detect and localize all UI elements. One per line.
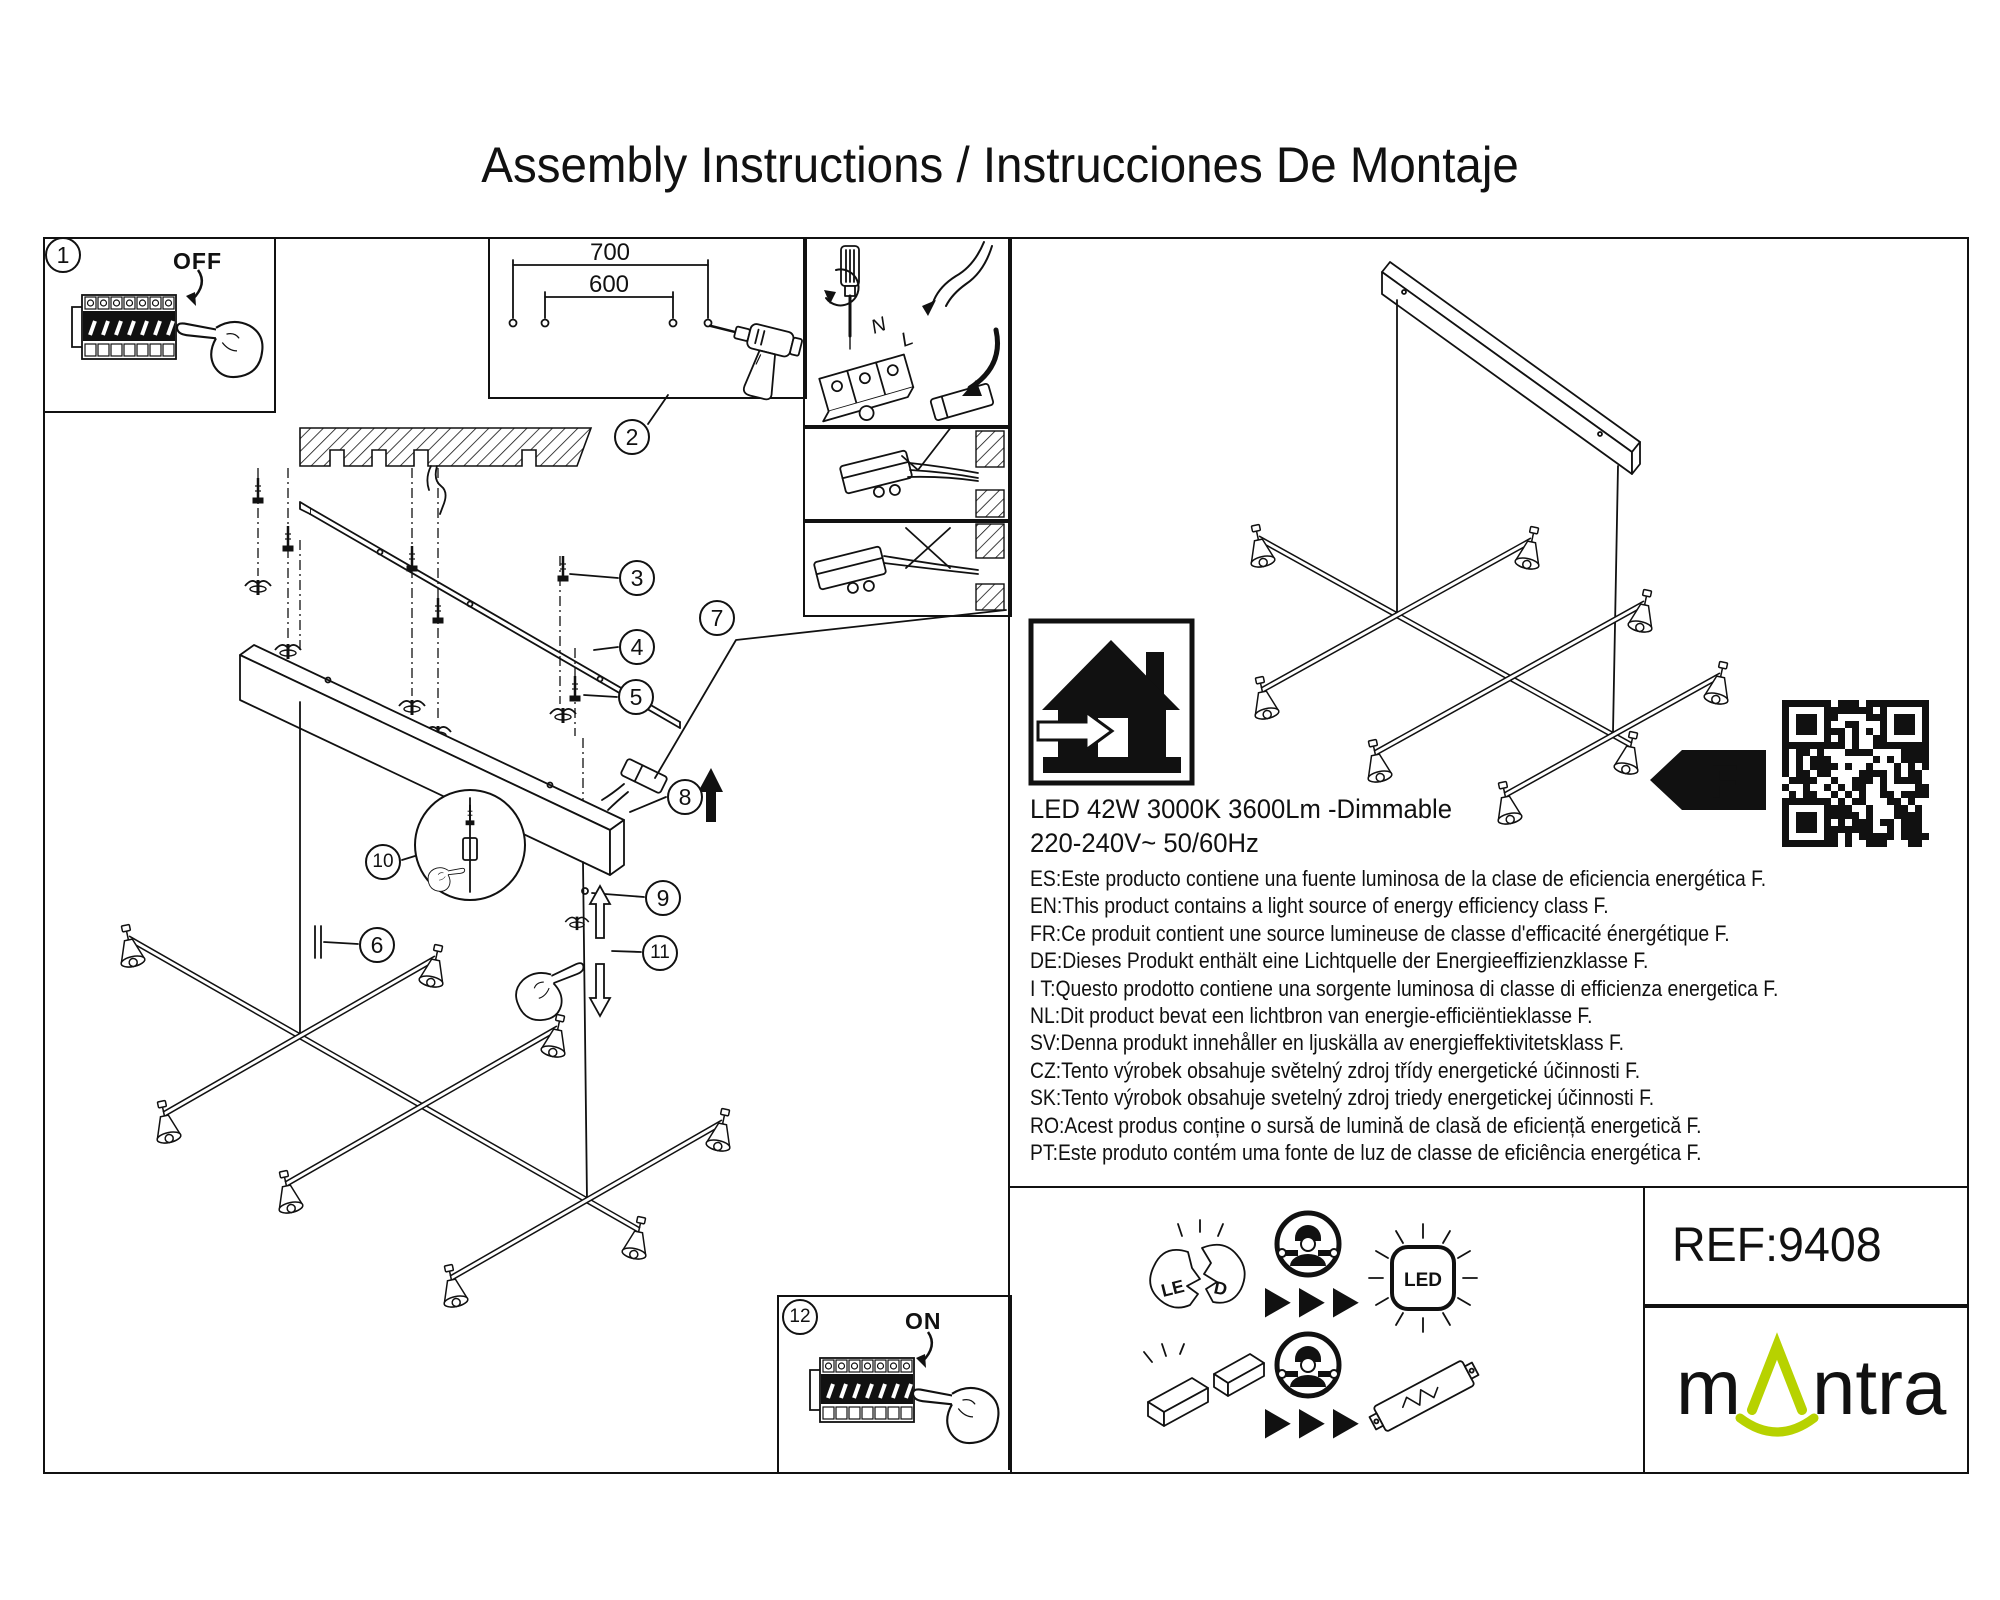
brand-logo-m: m — [1676, 1343, 1741, 1431]
product-canopy — [1382, 262, 1640, 474]
brand-logo — [1676, 1343, 1947, 1432]
lang-pt: PT:Este produto contém uma fonte de luz de classe de eficiência energética F. — [1030, 1140, 1702, 1165]
height-adjust-hand — [511, 886, 610, 1026]
lang-de: DE:Dieses Produkt enthält eine Lichtquelle der Energieeffizienzklasse F. — [1030, 948, 1649, 973]
qr-code — [1782, 700, 1929, 847]
correct-check-icon — [902, 426, 952, 470]
svg-text:LE: LE — [1159, 1275, 1187, 1301]
breaker-off-illustration — [72, 270, 262, 377]
lang-nl: NL:Dit product bevat een lichtbron van energie-efficiëntieklasse F. — [1030, 1003, 1593, 1028]
lang-sv: SV:Denna produkt innehåller en ljuskälla av energieffektivitetsklass F. — [1030, 1030, 1625, 1055]
off-label: OFF — [173, 248, 222, 274]
broken-led-icon — [1150, 1220, 1245, 1308]
lang-fr: FR:Ce produit contient une source lumineuse de classe d'efficacité énergétique F. — [1030, 921, 1730, 946]
technician-icon — [1277, 1213, 1339, 1275]
led-module-icon — [1369, 1224, 1477, 1332]
assembly-exploded-diagram — [114, 395, 1006, 1309]
terminal-l-label: L — [898, 327, 917, 352]
lang-it: I T:Questo prodotto contiene una sorgente luminosa di classe di efficienza energetica F. — [1030, 976, 1779, 1001]
quick-connector — [602, 758, 668, 810]
cable-lock-detail — [415, 790, 525, 900]
callout-step2: 2 — [614, 419, 650, 455]
drill-icon — [696, 313, 803, 404]
spec-line2: 220-240V~ 50/60Hz — [1030, 828, 1259, 858]
dimension-outer: 700 — [589, 239, 631, 266]
on-label: ON — [905, 1308, 942, 1334]
play-arrows-icon — [1265, 1288, 1359, 1317]
svg-text:D: D — [1212, 1277, 1230, 1300]
callout-step7: 7 — [699, 600, 735, 636]
wiring-correct-diagram — [840, 426, 1004, 517]
callout-step10: 10 — [365, 844, 401, 880]
callout-step9: 9 — [645, 880, 681, 916]
wrong-x-icon — [906, 528, 950, 568]
play-arrows-icon-2 — [1265, 1409, 1359, 1438]
technician-icon-2 — [1277, 1334, 1339, 1396]
reference-number: REF:9408 — [1672, 1219, 1882, 1272]
ceiling — [300, 428, 591, 466]
callout-step3: 3 — [619, 560, 655, 596]
callout-step6: 6 — [359, 927, 395, 963]
breaker-on-illustration — [810, 1332, 998, 1443]
lang-en: EN:This product contains a light source of energy efficiency class F. — [1030, 893, 1609, 918]
brand-logo-ntra: ntra — [1812, 1343, 1947, 1431]
brand-caret-icon — [1752, 1346, 1802, 1410]
energy-class-letter: F — [1709, 755, 1739, 807]
dimension-inner: 600 — [588, 271, 630, 298]
wiring-detail-diagram — [812, 242, 998, 432]
mains-wire — [427, 466, 445, 514]
brand-smile-icon — [1740, 1418, 1814, 1432]
page-title: Assembly Instructions / Instrucciones De Montaje — [481, 137, 1519, 193]
svg-text:LED: LED — [1404, 1270, 1442, 1291]
lang-es: ES:Este producto contiene una fuente luminosa de la clase de eficiencia energética F. — [1030, 866, 1767, 891]
screwdriver-icon — [824, 246, 859, 349]
energy-class-arrow — [1650, 750, 1766, 810]
spec-line1: LED 42W 3000K 3600Lm -Dimmable — [1030, 794, 1453, 824]
callout-step12: 12 — [782, 1299, 818, 1335]
callout-step5: 5 — [618, 679, 654, 715]
lang-ro: RO:Acest produs conține o sursă de lumină de clasă de eficiență energetică F. — [1030, 1113, 1702, 1138]
callout-step4: 4 — [619, 629, 655, 665]
fixture-frame — [114, 923, 738, 1309]
lang-sk: SK:Tento výrobok obsahuje svetelný zdroj triedy energetickej účinnosti F. — [1030, 1085, 1655, 1110]
suspension-pin — [315, 926, 321, 958]
product-illustration — [1244, 262, 1739, 826]
callout-step11: 11 — [642, 935, 678, 971]
driver-module-icon — [1366, 1356, 1482, 1435]
terminal-n-label: N — [868, 313, 890, 339]
callout-step1: 1 — [45, 237, 81, 273]
terminal-cover — [930, 330, 997, 421]
broken-driver-icon — [1144, 1344, 1264, 1426]
indoor-use-icon — [1031, 621, 1192, 783]
drill-template-diagram — [510, 239, 804, 405]
callout-step8: 8 — [667, 779, 703, 815]
lang-cz: CZ:Tento výrobek obsahuje světelný zdroj třídy energetické účinnosti F. — [1030, 1058, 1641, 1083]
right-cable — [583, 862, 587, 1200]
wiring-wrong-diagram — [814, 524, 1004, 610]
